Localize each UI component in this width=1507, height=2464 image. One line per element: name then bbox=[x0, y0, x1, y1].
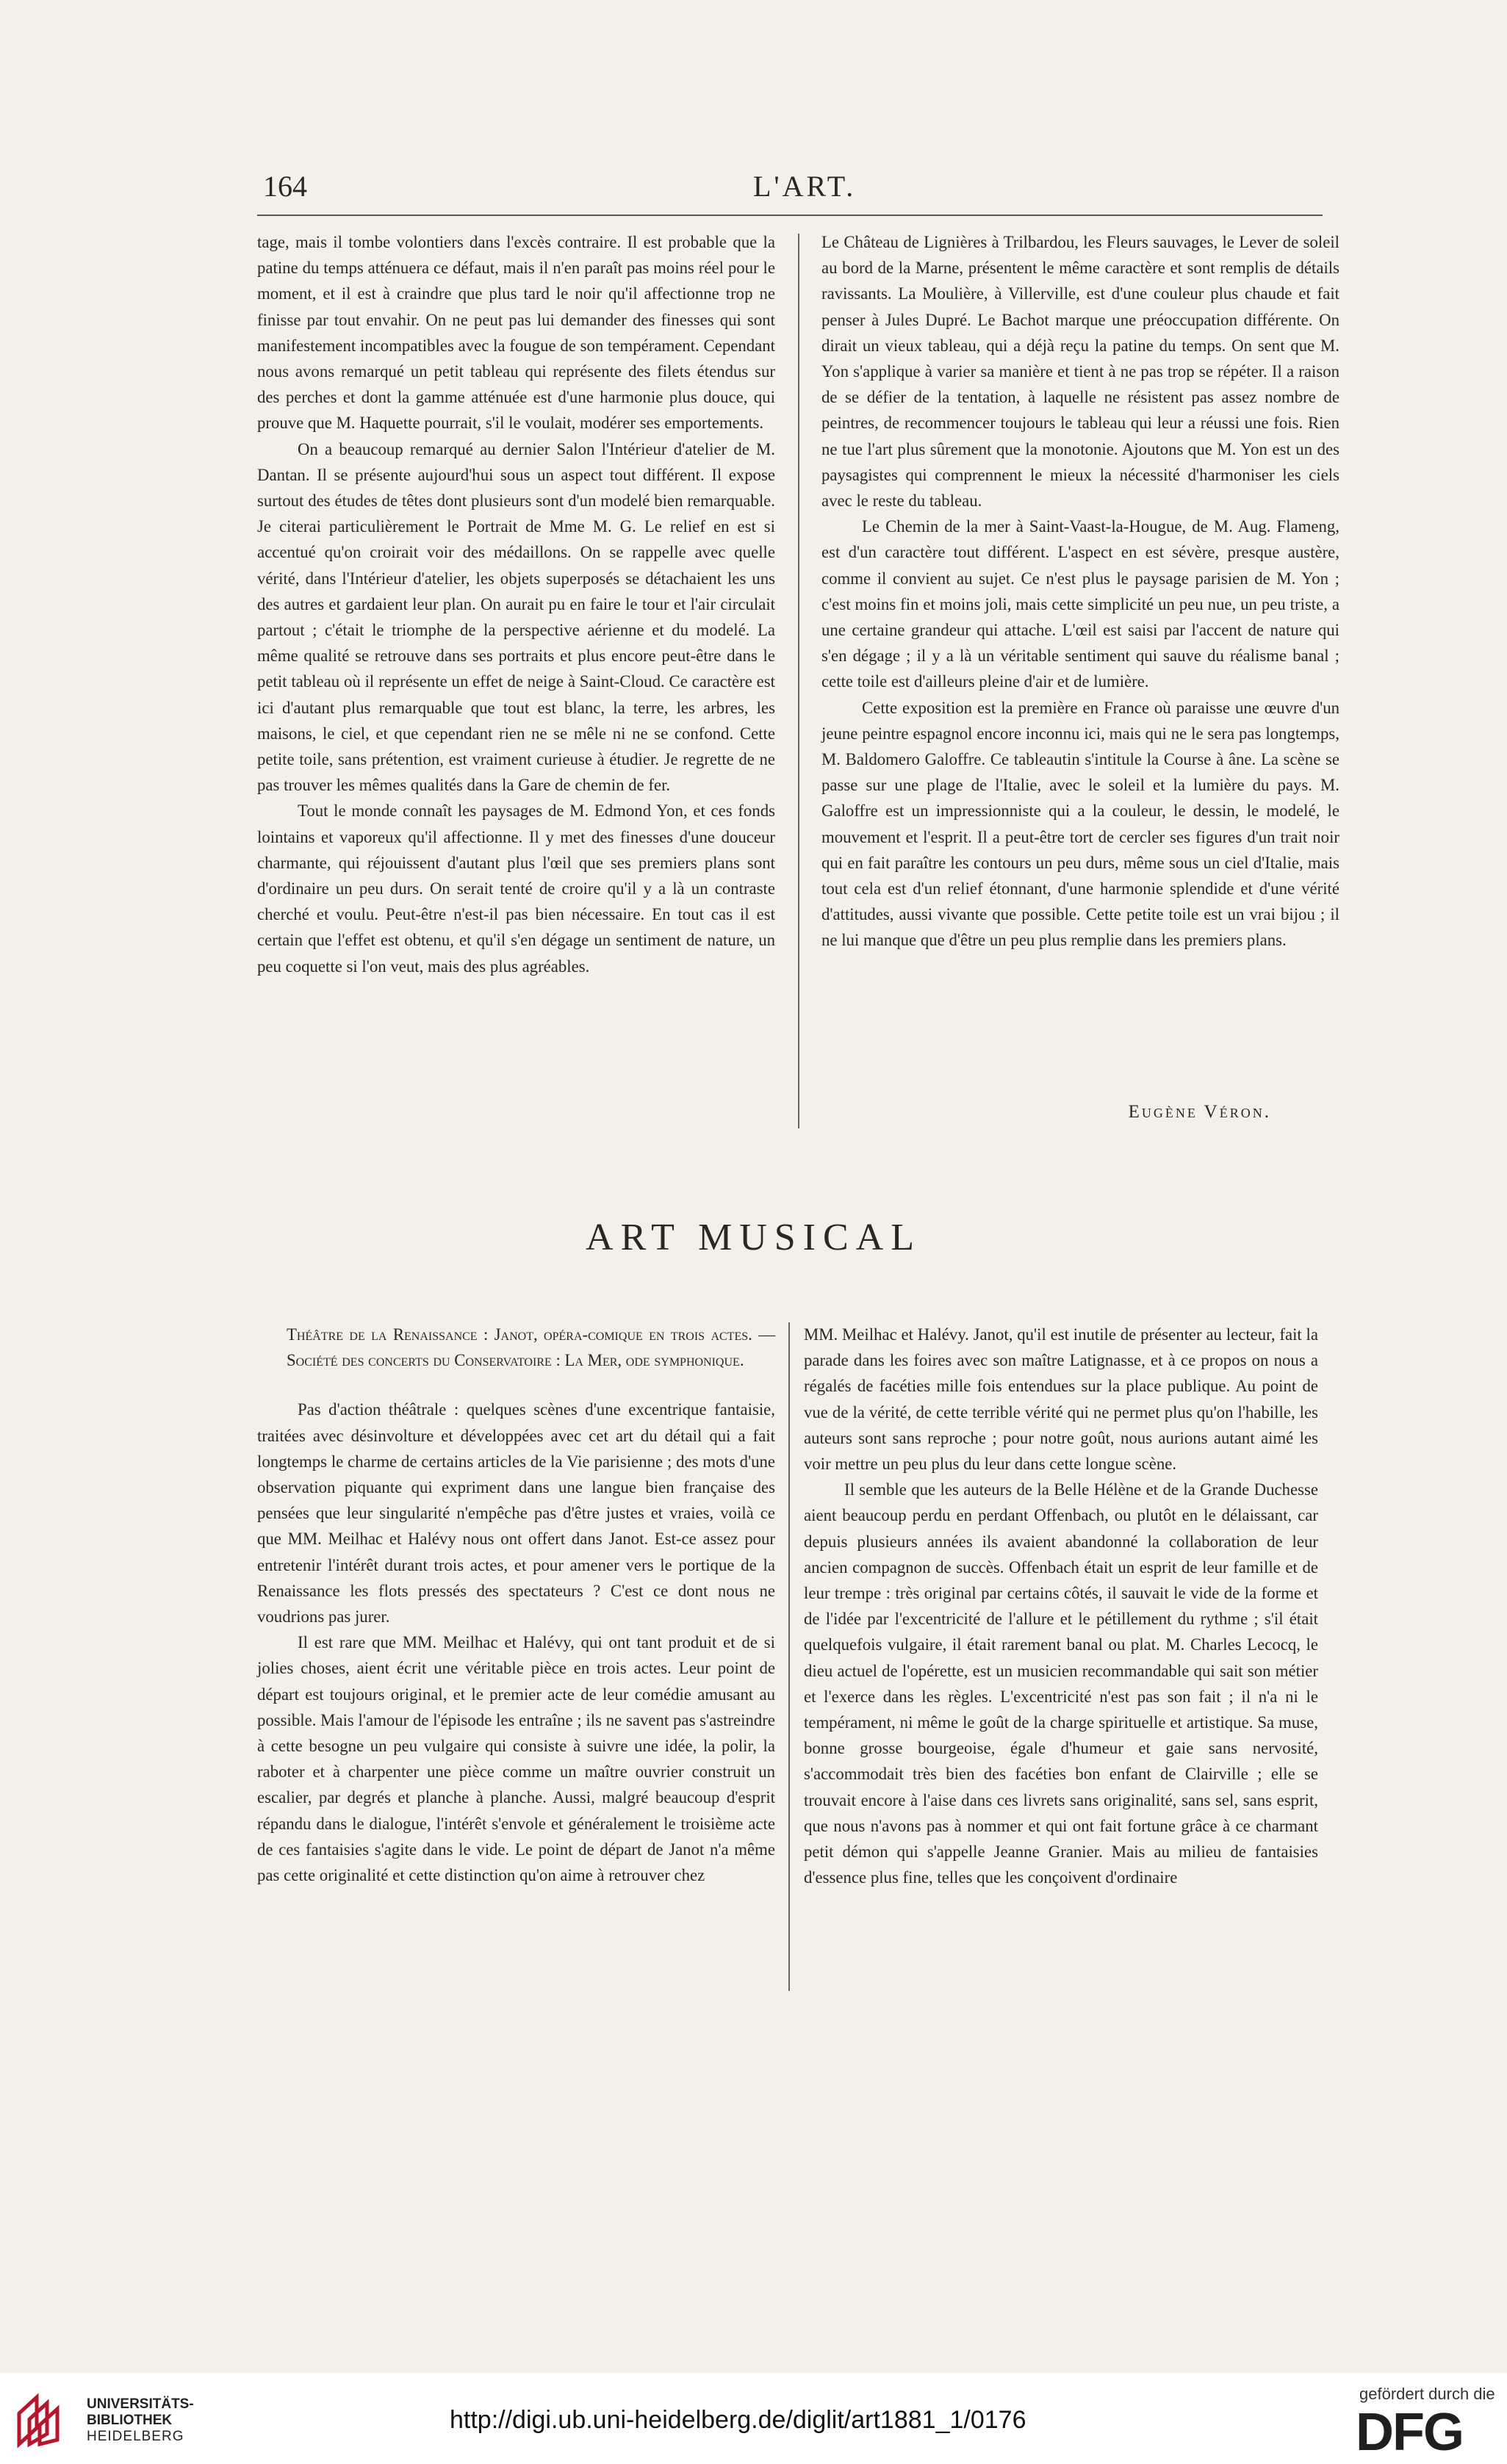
article-subheading: Théâtre de la Renaissance : Janot, opéra-comique en trois actes. — Société des concerts du Conservatoire : La Mer, ode symphonique. bbox=[287, 1325, 775, 1370]
column-divider bbox=[788, 1322, 790, 1991]
paragraph: On a beaucoup remarqué au dernier Salon l'Intérieur d'atelier de M. Dantan. Il se présente aujourd'hui sous un aspect tout différent. Il expose surtout des études de têtes dont plusieurs sont d'un modelé bien remarquable. Je citerai particulièrement le Portrait de Mme M. G. Le relief en est si accentué qu'on croirait voir des médaillons. On se rappelle avec quelle vérité, dans l'Intérieur d'atelier, les objets superposés se détachaient les uns des autres et gardaient leur plan. On aurait pu en faire le tour et l'air circulait partout ; c'était le triomphe de la perspective aérienne et du modelé. La même qualité se retrouve dans ses portraits et plus encore peut-être dans le petit tableau où il représente un effet de neige à Saint-Cloud. Ce caractère est ici d'autant plus remarquable que tout est blanc, la terre, les arbres, les maisons, le ciel, et que cependant rien ne se mêle ni ne se confond. Cette petite toile, sans prétention, est vraiment curieuse à étudier. Je regrette de ne pas trouver les mêmes qualités dans la Gare de chemin de fer. bbox=[257, 439, 775, 795]
article-bottom-right-column bbox=[804, 1322, 1318, 1890]
library-name bbox=[87, 2396, 194, 2445]
paragraph: tage, mais il tombe volontiers dans l'excès contraire. Il est probable que la patine du temps atténuera ce défaut, mais il n'en paraît pas moins réel pour le moment, et il est à craindre que plus tard le noir qu'il affectionne trop ne finisse par tout envahir. On ne peut pas lui demander des finesses qui sont manifestement incompatibles avec la fougue de son tempérament. Cependant nous avons remarqué un petit tableau qui représente des filets étendus sur des perches et dont la gamme atténuée est d'une harmonie plus douce, qui prouve que M. Haquette pourrait, s'il le voulait, modérer ses emportements. bbox=[257, 233, 775, 433]
paragraph: Le Chemin de la mer à Saint-Vaast-la-Hougue, de M. Aug. Flameng, est d'un caractère tout différent. L'aspect en est sévère, presque austère, comme il convient au sujet. Ce n'est plus le paysage parisien de M. Yon ; c'est moins fin et moins joli, mais cette simplicité un peu nue, un peu triste, a une certaine grandeur qui attache. L'œil est saisi par l'accent de nature qui s'en dégage ; il y a là un véritable sentiment qui sauve du réalisme banal ; cette toile est d'ailleurs pleine d'air et de lumière. bbox=[821, 517, 1339, 691]
article-bottom-left-column bbox=[257, 1322, 775, 1888]
column-divider bbox=[798, 234, 799, 1128]
paragraph: Il est rare que MM. Meilhac et Halévy, qui ont tant produit et de si jolies choses, aient écrit une véritable pièce en trois actes. Leur point de départ est toujours original, et le premier acte de leur comédie amusant au possible. Mais l'amour de l'épisode les entraîne ; ils ne savent pas s'astreindre à cette besogne un peu vulgaire qui consiste à suivre une idée, la polir, la raboter et à charpenter une pièce comme un maître ouvrier construit un escalier, par degrés et planche à planche. Aussi, malgré beaucoup d'esprit répandu dans le dialogue, l'intérêt s'envole et généralement le troisième acte de ces fantaisies s'agite dans le vide. Le point de départ de Janot n'a même pas cette originalité et cette distinction qu'on aime à retrouver chez bbox=[257, 1633, 775, 1885]
paragraph: Tout le monde connaît les paysages de M. Edmond Yon, et ces fonds lointains et vaporeux qu'il affectionne. Il y met des finesses d'une douceur charmante, qui réjouissent d'autant plus l'œil que ses premiers plans sont d'ordinaire un peu durs. On serait tenté de croire qu'il y a là un contraste cherché et voulu. Peut-être n'est-il pas bien nécessaire. En tout cas il est certain que l'effet est obtenu, et qu'il s'en dégage un sentiment de nature, un peu coquette si l'on veut, mais des plus agréables. bbox=[257, 801, 775, 976]
article-top-left-column bbox=[257, 229, 775, 979]
paragraph: Pas d'action théâtrale : quelques scènes d'une excentrique fantaisie, traitées avec désinvolture et développées avec cet art du détail qui a fait longtemps le charme de certains articles de la Vie parisienne ; des mots d'une observation piquante qui expriment dans une langue bien française des pensées que leur singularité n'empêche pas d'être justes et vraies, voilà ce que MM. Meilhac et Halévy nous ont offert dans Janot. Est-ce assez pour entretenir l'intérêt durant trois actes, et pour amener vers le portique de la Renaissance les flots pressés des spectateurs ? C'est ce dont nous ne voudrions pas jurer. bbox=[257, 1400, 775, 1627]
paragraph: Cette exposition est la première en France où paraisse une œuvre d'un jeune peintre espagnol encore inconnu ici, mais qui ne le sera pas longtemps, M. Baldomero Galoffre. Ce tableautin s'intitule la Course à âne. La scène se passe sur une plage de l'Italie, avec le soleil et la lumière du pays. M. Galoffre est un impressionniste qui a la couleur, le dessin, le modelé, le mouvement et l'esprit. Il a peut-être tort de cercler ses figures d'un trait noir qui en fait paraître les contours un peu durs, même sous un ciel d'Italie, mais tout cela est d'un relief étonnant, d'une harmonie splendide et d'une vérité d'attitudes, aussi vivante que possible. Cette petite toile est un vrai bijou ; il ne lui manque que d'être un peu plus remplie dans les premiers plans. bbox=[821, 698, 1339, 950]
library-logo-icon bbox=[15, 2391, 68, 2449]
author-signature: Eugène Véron. bbox=[1128, 1102, 1271, 1122]
paragraph: Il semble que les auteurs de la Belle Hélène et de la Grande Duchesse aient beaucoup perdu en perdant Offenbach, ou plutôt en le délaissant, car depuis plusieurs années ils avaient abandonné la collaboration de leur ancien compagnon de succès. Offenbach était un esprit de leur famille et de leur trempe : très original par certains côtés, il sauvait le vide de la forme et de l'idée par l'excentricité de l'allure et le pétillement du rythme ; s'il était quelquefois vulgaire, il était rarement banal ou plat. M. Charles Lecocq, le dieu actuel de l'opérette, est un musicien recommandable qui sait son métier et l'exerce dans les règles. L'excentricité n'est pas son fait ; il n'a ni le tempérament, ni même le goût de la charge spirituelle et artistique. Sa muse, bonne grosse bourgeoise, égale d'humeur et gaie sans nervosité, s'accommodait très bien des facéties bon enfant de Clairville ; elle se trouvait encore à l'aise dans ces livrets sans originalité, sans sel, sans esprit, que nous n'avons pas à nommer et qui ont fait fortune grâce à ce charmant petit démon qui s'appelle Jeanne Granier. Mais au milieu de fantaisies d'essence plus fine, telles que les conçoivent d'ordinaire bbox=[804, 1480, 1318, 1887]
library-name-line: UNIVERSITÄTS- bbox=[87, 2396, 194, 2412]
paragraph: Le Château de Lignières à Trilbardou, les Fleurs sauvages, le Lever de soleil au bord de la Marne, présentent le même caractère et sont remplis de détails ravissants. La Moulière, à Villerville, est d'une couleur plus chaude et fait penser à Jules Dupré. Le Bachot marque une préoccupation différente. On dirait un vieux tableau, qui a déjà reçu la patine du temps. On sent que M. Yon s'applique à varier sa manière et tient à ne pas trop se répéter. Il a raison de se défier de la tentation, à laquelle ne résistent pas assez nombre de peintres, de recommencer toujours le tableau qui leur a réussi une fois. Rien ne tue l'art plus sûrement que la monotonie. Ajoutons que M. Yon est un des paysagistes qui comprennent le mieux la nécessité d'harmoniser les ciels avec le reste du tableau. bbox=[821, 233, 1339, 511]
permalink[interactable]: http://digi.ub.uni-heidelberg.de/diglit/art1881_1/0176 bbox=[450, 2406, 1026, 2434]
section-title: ART MUSICAL bbox=[586, 1217, 921, 1258]
header-rule bbox=[257, 215, 1323, 216]
dfg-logo-icon: DFG bbox=[1356, 2403, 1463, 2462]
library-name-line: HEIDELBERG bbox=[87, 2429, 184, 2444]
spacer bbox=[257, 1373, 775, 1397]
running-title: L'ART. bbox=[753, 170, 857, 203]
article-top-right-column bbox=[821, 229, 1339, 954]
funding-note: gefördert durch die bbox=[1359, 2385, 1495, 2403]
page-number: 164 bbox=[263, 170, 307, 203]
library-name-line: BIBLIOTHEK bbox=[87, 2413, 173, 2428]
paragraph: MM. Meilhac et Halévy. Janot, qu'il est inutile de présenter au lecteur, fait la parade dans les foires avec son maître Latignasse, et à ce propos on nous a régalés de facéties mille fois entendues sur la place publique. Au point de vue de la vérité, de cette terrible vérité qui ne permet plus qu'on l'habille, les auteurs sont sans reproche ; pour notre goût, nous aurions autant aimé les voir mettre un peu plus du leur dans cette longue scène. bbox=[804, 1325, 1318, 1474]
